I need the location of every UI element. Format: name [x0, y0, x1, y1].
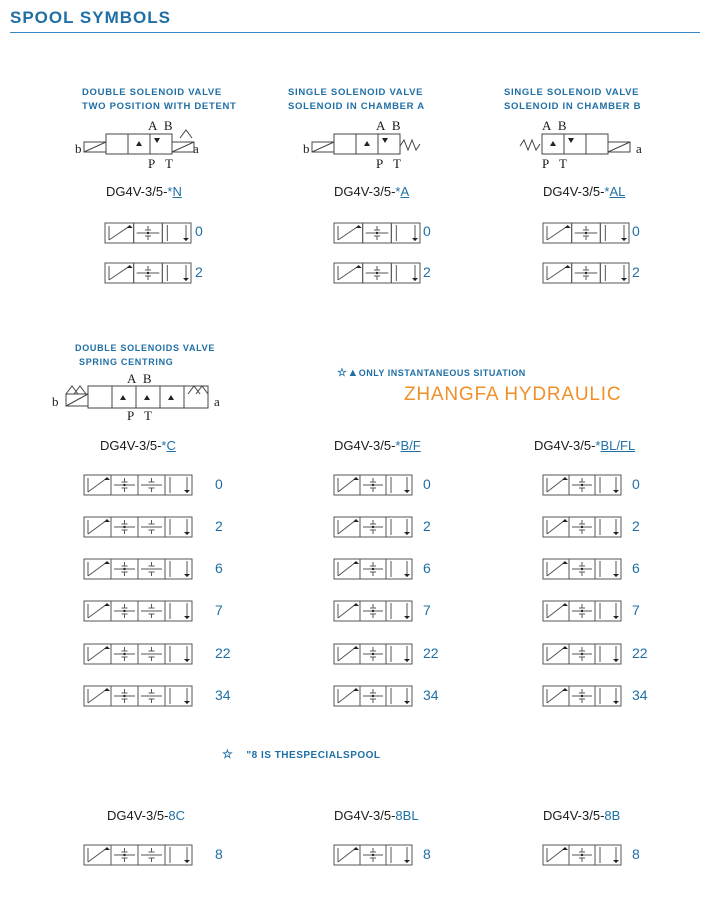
- spool-code: 8: [632, 846, 640, 862]
- spool-code: 7: [632, 602, 640, 618]
- port-pt-labels: P T: [542, 156, 567, 171]
- port-pt-labels: P T: [376, 156, 401, 171]
- spool-code: 2: [632, 264, 640, 280]
- spool-code: 0: [423, 476, 431, 492]
- model-label-a: DG4V-3/5-*A: [334, 184, 410, 199]
- port-b-label: b: [303, 141, 310, 156]
- spool-code: 34: [423, 687, 439, 703]
- model-label-c: DG4V-3/5-*C: [100, 438, 176, 453]
- special-spool-note: ☆ "8 IS THESPECIALSPOOL: [222, 747, 381, 761]
- caption-line: DOUBLE SOLENOIDS VALVE: [75, 343, 216, 353]
- spool-code: 2: [215, 518, 223, 534]
- spool-code: 6: [423, 560, 431, 576]
- spool-code: 0: [215, 476, 223, 492]
- spool-symbol: [104, 262, 192, 284]
- spool-symbol: [83, 474, 193, 496]
- spool-symbol: [542, 558, 622, 580]
- spool-symbol: [83, 558, 193, 580]
- caption-line: SOLENOID IN CHAMBER B: [504, 101, 642, 112]
- caption-line: SINGLE SOLENOID VALVE: [288, 87, 424, 98]
- port-a-label: a: [193, 141, 199, 156]
- port-ab-labels: A B: [127, 371, 152, 386]
- page-title: SPOOL SYMBOLS: [10, 8, 171, 27]
- spool-symbol: [333, 643, 413, 665]
- spool-symbol: [83, 844, 193, 866]
- spool-symbol: [333, 844, 413, 866]
- spool-code: 8: [423, 846, 431, 862]
- model-label-al: DG4V-3/5-*AL: [543, 184, 626, 199]
- spool-symbol: [333, 685, 413, 707]
- caption-line: SOLENOID IN CHAMBER A: [288, 101, 425, 112]
- spool-symbol: [542, 600, 622, 622]
- spool-code: 2: [632, 518, 640, 534]
- spool-code: 2: [423, 264, 431, 280]
- port-pt-labels: P T: [127, 408, 152, 423]
- spool-symbol: [83, 600, 193, 622]
- model-label-blfl: DG4V-3/5-*BL/FL: [534, 438, 636, 453]
- spool-symbol: [333, 558, 413, 580]
- spool-symbol: [542, 222, 630, 244]
- spool-code: 22: [423, 645, 439, 661]
- instantaneous-note: ☆▲ONLY INSTANTANEOUS SITUATION: [337, 367, 526, 379]
- model-label-bf: DG4V-3/5-*B/F: [334, 438, 421, 453]
- spool-code: 7: [423, 602, 431, 618]
- port-ab-labels: A B: [148, 118, 173, 133]
- port-a-label: a: [214, 394, 220, 409]
- caption-spring-centring: [75, 341, 215, 369]
- spool-symbol: [333, 600, 413, 622]
- spool-code: 6: [632, 560, 640, 576]
- port-b-label: b: [75, 141, 82, 156]
- spool-code: 0: [632, 223, 640, 239]
- spool-code: 0: [423, 223, 431, 239]
- caption-line: SINGLE SOLENOID VALVE: [504, 87, 640, 98]
- spool-symbol: [83, 516, 193, 538]
- spool-symbol: [83, 643, 193, 665]
- spool-symbol: [542, 643, 622, 665]
- spool-code: 0: [195, 223, 203, 239]
- spool-symbol: [542, 474, 622, 496]
- spool-code: 34: [632, 687, 648, 703]
- valve-symbol-single-b: [516, 116, 646, 172]
- caption-single-a: [288, 86, 425, 114]
- spool-symbol: [333, 474, 413, 496]
- model-label-8c: DG4V-3/5-8C: [107, 808, 186, 823]
- spool-symbol: [542, 516, 622, 538]
- spool-symbol: [333, 516, 413, 538]
- caption-line: DOUBLE SOLENOID VALVE: [82, 87, 222, 98]
- spool-symbol: [542, 844, 622, 866]
- spool-symbol: [333, 262, 421, 284]
- spool-symbol: [104, 222, 192, 244]
- spool-code: 8: [215, 846, 223, 862]
- caption-double-detent: [82, 86, 237, 114]
- valve-symbol-single-a: [298, 116, 428, 172]
- valve-symbol-double-detent: [70, 116, 210, 172]
- port-b-label: b: [52, 394, 59, 409]
- port-ab-labels: A B: [542, 118, 567, 133]
- caption-line: SPRING CENTRING: [79, 357, 174, 367]
- port-ab-labels: A B: [376, 118, 401, 133]
- spool-symbol: [83, 685, 193, 707]
- spool-code: 22: [632, 645, 648, 661]
- model-label-8bl: DG4V-3/5-8BL: [334, 808, 419, 823]
- spool-code: 6: [215, 560, 223, 576]
- spool-code: 22: [215, 645, 231, 661]
- brand-watermark: ZHANGFA HYDRAULIC: [404, 384, 622, 405]
- caption-line: TWO POSITION WITH DETENT: [82, 101, 237, 112]
- spool-symbol: [542, 262, 630, 284]
- spool-code: 7: [215, 602, 223, 618]
- spool-code: 34: [215, 687, 231, 703]
- spool-code: 2: [195, 264, 203, 280]
- title-rule: [10, 32, 700, 33]
- port-pt-labels: P T: [148, 156, 173, 171]
- spool-code: 2: [423, 518, 431, 534]
- caption-single-b: [504, 86, 641, 114]
- spool-code: 0: [632, 476, 640, 492]
- model-label-n: DG4V-3/5-*N: [106, 184, 182, 199]
- spool-symbol: [333, 222, 421, 244]
- spool-symbol: [542, 685, 622, 707]
- model-label-8b: DG4V-3/5-8B: [543, 808, 621, 823]
- port-a-label: a: [636, 141, 642, 156]
